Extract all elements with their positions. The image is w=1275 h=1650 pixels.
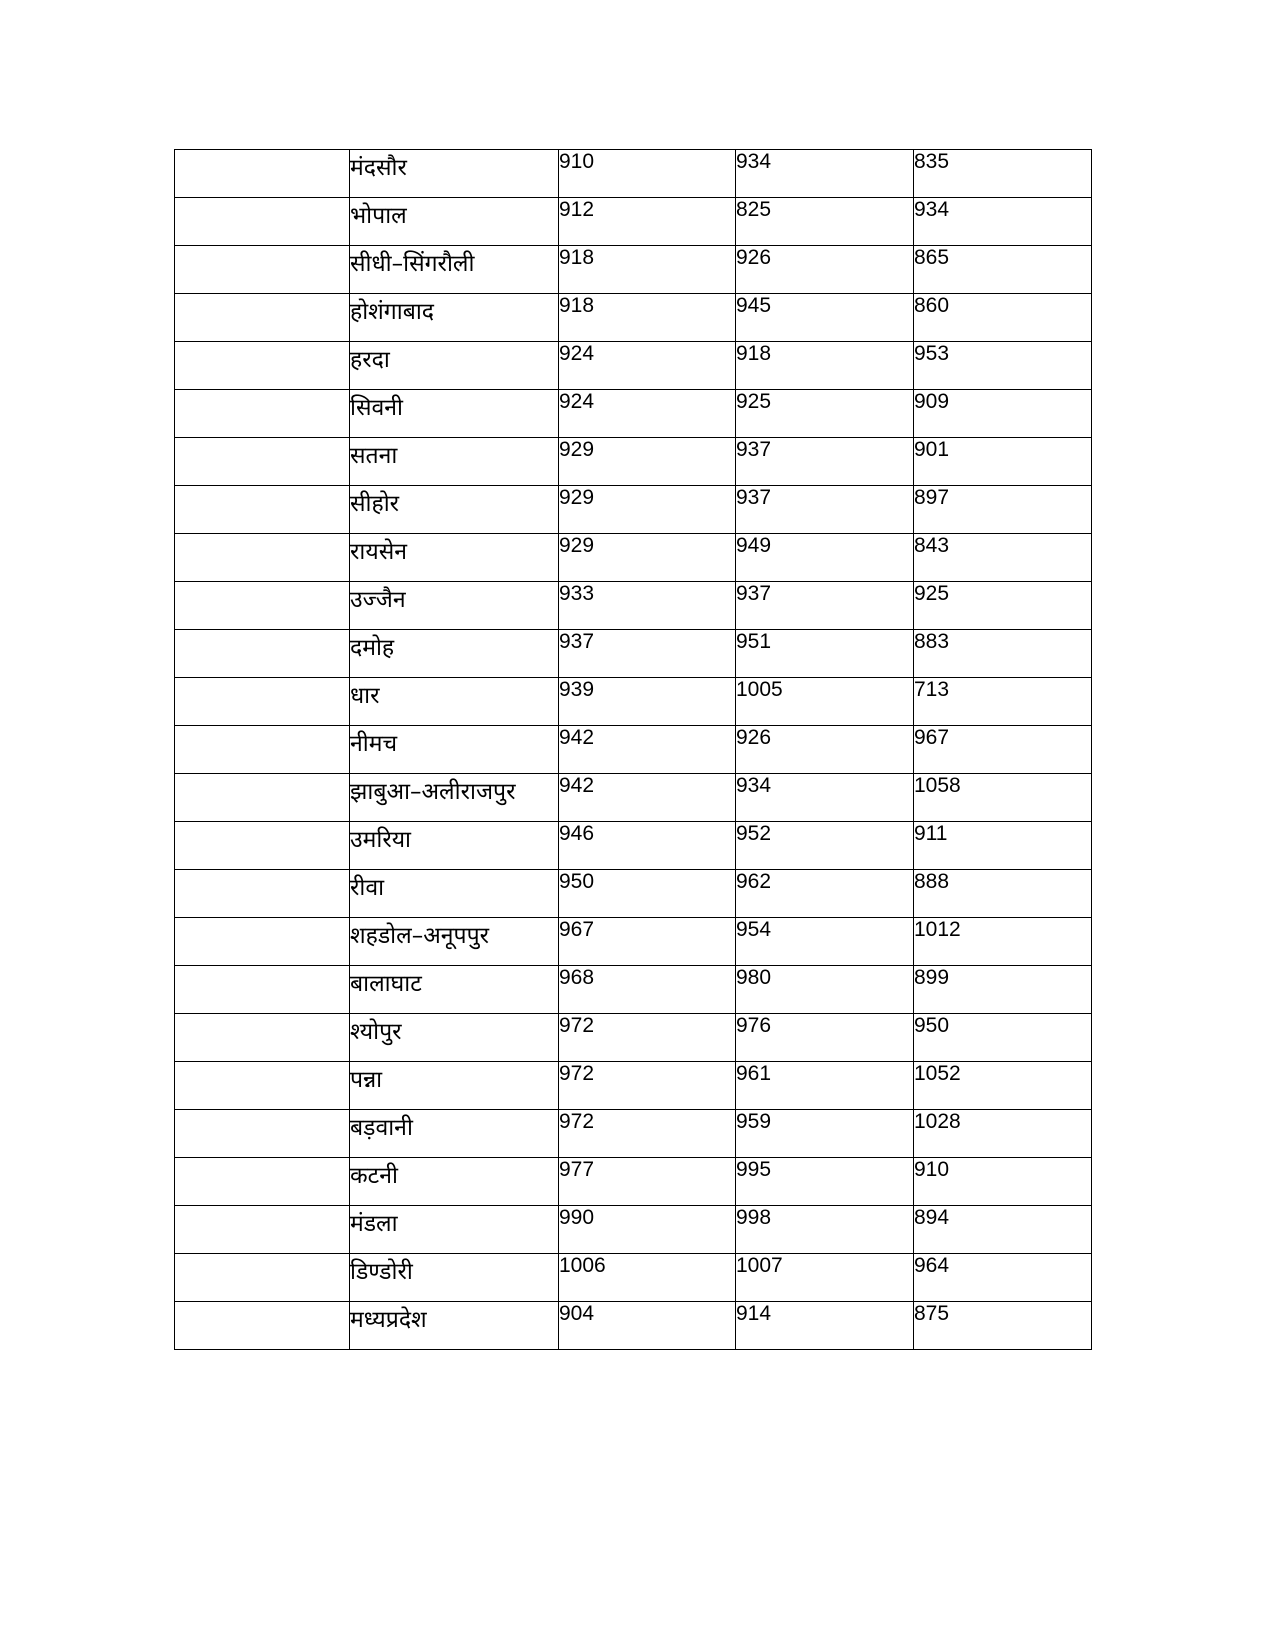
value-cell-2: 945 xyxy=(736,294,914,342)
value-cell-3: 1052 xyxy=(914,1062,1092,1110)
district-name-cell: मंदसौर xyxy=(350,150,559,198)
value-cell-2: 937 xyxy=(736,438,914,486)
district-name-cell: झाबुआ–अलीराजपुर xyxy=(350,774,559,822)
value-cell-2: 952 xyxy=(736,822,914,870)
empty-cell xyxy=(175,390,350,438)
district-name-cell: होशंगाबाद xyxy=(350,294,559,342)
value-cell-3: 911 xyxy=(914,822,1092,870)
value-cell-1: 924 xyxy=(559,390,736,438)
value-cell-1: 967 xyxy=(559,918,736,966)
district-name-cell: शहडोल–अनूपपुर xyxy=(350,918,559,966)
value-cell-3: 964 xyxy=(914,1254,1092,1302)
value-cell-1: 972 xyxy=(559,1062,736,1110)
table-row xyxy=(175,150,1092,198)
empty-cell xyxy=(175,438,350,486)
value-cell-1: 977 xyxy=(559,1158,736,1206)
value-cell-3: 899 xyxy=(914,966,1092,1014)
value-cell-3: 934 xyxy=(914,198,1092,246)
empty-cell xyxy=(175,1254,350,1302)
district-name-cell: सीधी–सिंगरौली xyxy=(350,246,559,294)
value-cell-2: 1005 xyxy=(736,678,914,726)
table-row xyxy=(175,870,1092,918)
value-cell-1: 929 xyxy=(559,438,736,486)
value-cell-2: 962 xyxy=(736,870,914,918)
value-cell-3: 1028 xyxy=(914,1110,1092,1158)
district-name-cell: उज्जैन xyxy=(350,582,559,630)
value-cell-3: 909 xyxy=(914,390,1092,438)
value-cell-1: 912 xyxy=(559,198,736,246)
district-name-cell: पन्ना xyxy=(350,1062,559,1110)
value-cell-3: 925 xyxy=(914,582,1092,630)
table-row xyxy=(175,678,1092,726)
value-cell-2: 914 xyxy=(736,1302,914,1350)
table-row xyxy=(175,390,1092,438)
value-cell-2: 825 xyxy=(736,198,914,246)
empty-cell xyxy=(175,630,350,678)
table-row xyxy=(175,1206,1092,1254)
value-cell-1: 942 xyxy=(559,774,736,822)
empty-cell xyxy=(175,774,350,822)
value-cell-1: 942 xyxy=(559,726,736,774)
empty-cell xyxy=(175,726,350,774)
value-cell-2: 934 xyxy=(736,150,914,198)
value-cell-2: 926 xyxy=(736,726,914,774)
table-row xyxy=(175,1302,1092,1350)
empty-cell xyxy=(175,486,350,534)
empty-cell xyxy=(175,1110,350,1158)
value-cell-2: 976 xyxy=(736,1014,914,1062)
table-row xyxy=(175,726,1092,774)
table-body xyxy=(175,150,1092,1350)
table-row xyxy=(175,966,1092,1014)
table-row xyxy=(175,246,1092,294)
empty-cell xyxy=(175,678,350,726)
value-cell-3: 894 xyxy=(914,1206,1092,1254)
district-name-cell: धार xyxy=(350,678,559,726)
table-row xyxy=(175,294,1092,342)
value-cell-1: 924 xyxy=(559,342,736,390)
value-cell-2: 995 xyxy=(736,1158,914,1206)
value-cell-1: 904 xyxy=(559,1302,736,1350)
value-cell-2: 998 xyxy=(736,1206,914,1254)
value-cell-2: 959 xyxy=(736,1110,914,1158)
value-cell-3: 835 xyxy=(914,150,1092,198)
value-cell-3: 843 xyxy=(914,534,1092,582)
empty-cell xyxy=(175,1206,350,1254)
empty-cell xyxy=(175,1062,350,1110)
empty-cell xyxy=(175,582,350,630)
value-cell-1: 910 xyxy=(559,150,736,198)
value-cell-3: 713 xyxy=(914,678,1092,726)
district-name-cell: डिण्डोरी xyxy=(350,1254,559,1302)
value-cell-2: 937 xyxy=(736,486,914,534)
district-name-cell: बालाघाट xyxy=(350,966,559,1014)
value-cell-3: 910 xyxy=(914,1158,1092,1206)
value-cell-1: 990 xyxy=(559,1206,736,1254)
value-cell-2: 961 xyxy=(736,1062,914,1110)
value-cell-2: 980 xyxy=(736,966,914,1014)
value-cell-2: 1007 xyxy=(736,1254,914,1302)
table-row xyxy=(175,918,1092,966)
table-row xyxy=(175,342,1092,390)
value-cell-1: 918 xyxy=(559,246,736,294)
value-cell-1: 939 xyxy=(559,678,736,726)
value-cell-3: 860 xyxy=(914,294,1092,342)
empty-cell xyxy=(175,918,350,966)
value-cell-3: 967 xyxy=(914,726,1092,774)
value-cell-3: 865 xyxy=(914,246,1092,294)
district-name-cell: सिवनी xyxy=(350,390,559,438)
district-name-cell: भोपाल xyxy=(350,198,559,246)
value-cell-3: 888 xyxy=(914,870,1092,918)
district-name-cell: दमोह xyxy=(350,630,559,678)
empty-cell xyxy=(175,198,350,246)
empty-cell xyxy=(175,246,350,294)
value-cell-3: 950 xyxy=(914,1014,1092,1062)
district-name-cell: रीवा xyxy=(350,870,559,918)
empty-cell xyxy=(175,870,350,918)
empty-cell xyxy=(175,966,350,1014)
district-name-cell: सतना xyxy=(350,438,559,486)
value-cell-1: 950 xyxy=(559,870,736,918)
table-row xyxy=(175,822,1092,870)
district-name-cell: श्योपुर xyxy=(350,1014,559,1062)
value-cell-3: 875 xyxy=(914,1302,1092,1350)
value-cell-3: 1012 xyxy=(914,918,1092,966)
district-name-cell: रायसेन xyxy=(350,534,559,582)
value-cell-1: 918 xyxy=(559,294,736,342)
table-row xyxy=(175,534,1092,582)
table-row xyxy=(175,438,1092,486)
value-cell-3: 901 xyxy=(914,438,1092,486)
value-cell-1: 968 xyxy=(559,966,736,1014)
value-cell-1: 933 xyxy=(559,582,736,630)
empty-cell xyxy=(175,294,350,342)
value-cell-1: 937 xyxy=(559,630,736,678)
district-name-cell: बड़वानी xyxy=(350,1110,559,1158)
empty-cell xyxy=(175,342,350,390)
value-cell-2: 925 xyxy=(736,390,914,438)
table-row xyxy=(175,1014,1092,1062)
value-cell-3: 953 xyxy=(914,342,1092,390)
table-row xyxy=(175,1254,1092,1302)
district-name-cell: उमरिया xyxy=(350,822,559,870)
value-cell-1: 972 xyxy=(559,1110,736,1158)
value-cell-3: 897 xyxy=(914,486,1092,534)
table-row xyxy=(175,774,1092,822)
table-row xyxy=(175,198,1092,246)
value-cell-2: 937 xyxy=(736,582,914,630)
value-cell-2: 951 xyxy=(736,630,914,678)
data-table xyxy=(174,149,1092,1350)
table-row xyxy=(175,630,1092,678)
empty-cell xyxy=(175,534,350,582)
district-name-cell: सीहोर xyxy=(350,486,559,534)
value-cell-2: 949 xyxy=(736,534,914,582)
value-cell-2: 918 xyxy=(736,342,914,390)
value-cell-1: 929 xyxy=(559,534,736,582)
table-row xyxy=(175,1110,1092,1158)
table-row xyxy=(175,1158,1092,1206)
empty-cell xyxy=(175,822,350,870)
value-cell-1: 1006 xyxy=(559,1254,736,1302)
empty-cell xyxy=(175,150,350,198)
empty-cell xyxy=(175,1014,350,1062)
value-cell-2: 926 xyxy=(736,246,914,294)
empty-cell xyxy=(175,1158,350,1206)
district-name-cell: नीमच xyxy=(350,726,559,774)
value-cell-2: 934 xyxy=(736,774,914,822)
value-cell-1: 946 xyxy=(559,822,736,870)
empty-cell xyxy=(175,1302,350,1350)
district-name-cell: मंडला xyxy=(350,1206,559,1254)
district-name-cell: कटनी xyxy=(350,1158,559,1206)
table-row xyxy=(175,486,1092,534)
table-row xyxy=(175,582,1092,630)
value-cell-1: 972 xyxy=(559,1014,736,1062)
district-name-cell: हरदा xyxy=(350,342,559,390)
value-cell-3: 1058 xyxy=(914,774,1092,822)
district-name-cell: मध्यप्रदेश xyxy=(350,1302,559,1350)
value-cell-3: 883 xyxy=(914,630,1092,678)
value-cell-1: 929 xyxy=(559,486,736,534)
value-cell-2: 954 xyxy=(736,918,914,966)
table-row xyxy=(175,1062,1092,1110)
